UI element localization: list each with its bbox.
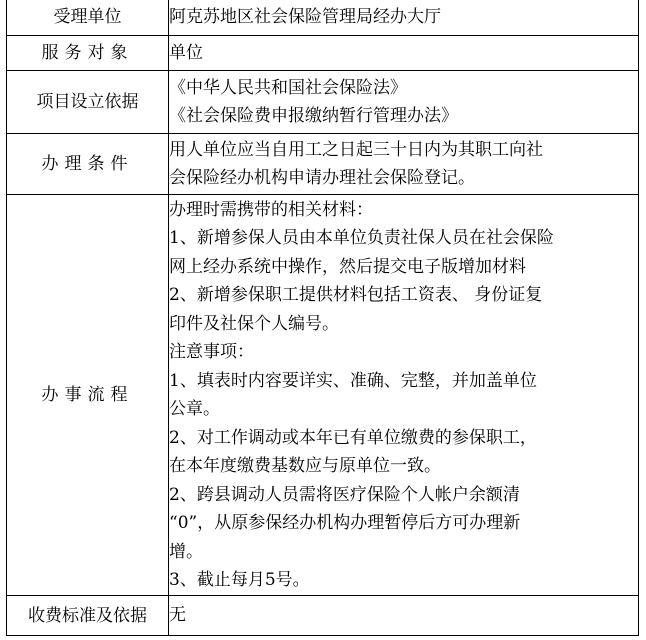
process-line: 网上经办系统中操作，然后提交电子版增加材料 — [169, 256, 526, 277]
process-line: “0”，从原参保经办机构办理暂停后方可办理新 — [169, 513, 521, 533]
accepting-unit-value — [169, 0, 639, 36]
table-row-service-target — [7, 36, 639, 71]
service-target-line: 单位 — [169, 42, 203, 63]
legal-basis-line: 《中华人民共和国社会保险法》 — [169, 77, 407, 98]
process-line: 3、截止每月5号。 — [169, 570, 310, 590]
process-line: 印件及社保个人编号。 — [169, 313, 339, 334]
process-line: 2、新增参保职工提供材料包括工资表、 身份证复 — [169, 285, 543, 305]
table-row-legal-basis — [7, 71, 639, 134]
accepting-unit-label: 受理单位 — [7, 0, 169, 36]
table-row-conditions — [7, 134, 639, 195]
process-line: 2、跨县调动人员需将医疗保险个人帐户余额清 — [169, 484, 520, 505]
process-line: 办理时需携带的相关材料： — [169, 199, 373, 220]
service-info-table — [6, 0, 639, 636]
conditions-label: 办理条件 — [7, 134, 169, 195]
fee-standard-line: 无 — [169, 605, 186, 626]
process-line: 增。 — [169, 541, 203, 562]
process-line: 注意事项： — [169, 342, 254, 362]
table-row-accepting-unit — [7, 0, 639, 36]
table-row-process — [7, 195, 639, 596]
table-row-fee-standard — [7, 596, 639, 636]
process-line: 1、新增参保人员由本单位负责社保人员在社会保险 — [169, 228, 554, 248]
legal-basis-label: 项目设立依据 — [7, 71, 169, 134]
legal-basis-value — [169, 71, 639, 134]
fee-standard-value — [169, 596, 639, 636]
legal-basis-line: 《社会保险费申报缴纳暂行管理办法》 — [169, 106, 458, 126]
fee-standard-label: 收费标准及依据 — [7, 596, 169, 636]
conditions-line: 会保险经办机构申请办理社会保险登记。 — [169, 168, 475, 188]
process-label: 办事流程 — [7, 195, 169, 596]
conditions-value — [169, 134, 639, 195]
service-target-value — [169, 36, 639, 71]
process-line: 公章。 — [169, 399, 220, 419]
process-line: 在本年度缴费基数应与原单位一致。 — [169, 456, 441, 476]
process-line: 1、填表时内容要详实、准确、完整，并加盖单位 — [169, 370, 537, 391]
accepting-unit-line: 阿克苏地区社会保险管理局经办大厅 — [169, 6, 441, 27]
conditions-line: 用人单位应当自用工之日起三十日内为其职工向社 — [169, 139, 543, 160]
process-value — [169, 195, 639, 596]
service-target-label: 服务对象 — [7, 36, 169, 71]
process-line: 2、对工作调动或本年已有单位缴费的参保职工， — [169, 427, 537, 448]
